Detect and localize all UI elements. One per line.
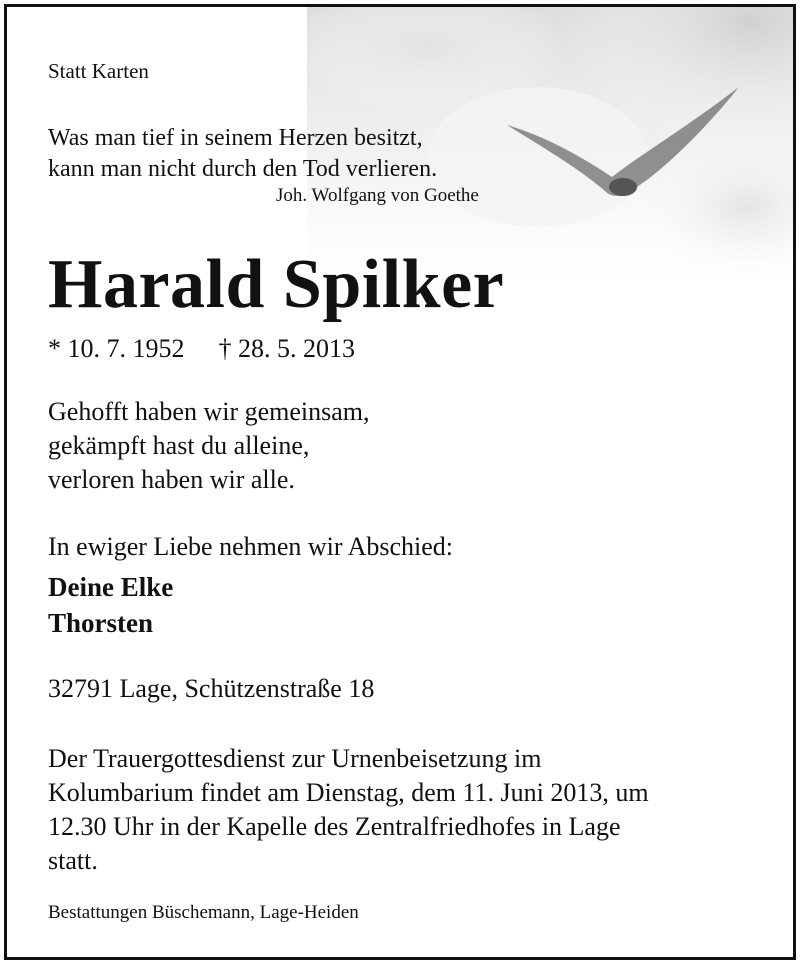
- verse-line: Gehofft haben wir gemeinsam,: [48, 397, 370, 426]
- quote: [48, 123, 437, 185]
- service-line: statt.: [48, 846, 98, 875]
- address: 32791 Lage, Schützenstraße 18: [48, 674, 375, 703]
- mourner-name: Deine Elke: [48, 572, 174, 602]
- farewell-line: In ewiger Liebe nehmen wir Abschied:: [48, 532, 454, 561]
- service-line: Kolumbarium findet am Dienstag, dem 11. Juni 2013, um: [48, 778, 649, 807]
- quote-line: kann man nicht durch den Tod verlieren.: [48, 156, 438, 182]
- quote-author: Joh. Wolfgang von Goethe: [276, 185, 479, 206]
- life-dates: [48, 334, 355, 364]
- undertaker-credit: Bestattungen Büschemann, Lage-Heiden: [48, 902, 359, 923]
- deceased-name: Harald Spilker: [48, 246, 505, 323]
- death-date: † 28. 5. 2013: [218, 334, 355, 363]
- verse-line: verloren haben wir alle.: [48, 465, 295, 494]
- quote-line: Was man tief in seinem Herzen besitzt,: [48, 125, 423, 151]
- birth-date: * 10. 7. 1952: [48, 334, 185, 363]
- verse-line: gekämpft hast du alleine,: [48, 431, 310, 460]
- mourner-name: Thorsten: [48, 608, 154, 638]
- service-announcement: [48, 742, 768, 878]
- service-line: 12.30 Uhr in der Kapelle des Zentralfriedhofes in Lage: [48, 812, 621, 841]
- statt-karten-header: Statt Karten: [48, 59, 149, 83]
- service-line: Der Trauergottesdienst zur Urnenbeisetzung im: [48, 744, 542, 773]
- verse: [48, 395, 370, 497]
- obituary-notice: [4, 4, 796, 960]
